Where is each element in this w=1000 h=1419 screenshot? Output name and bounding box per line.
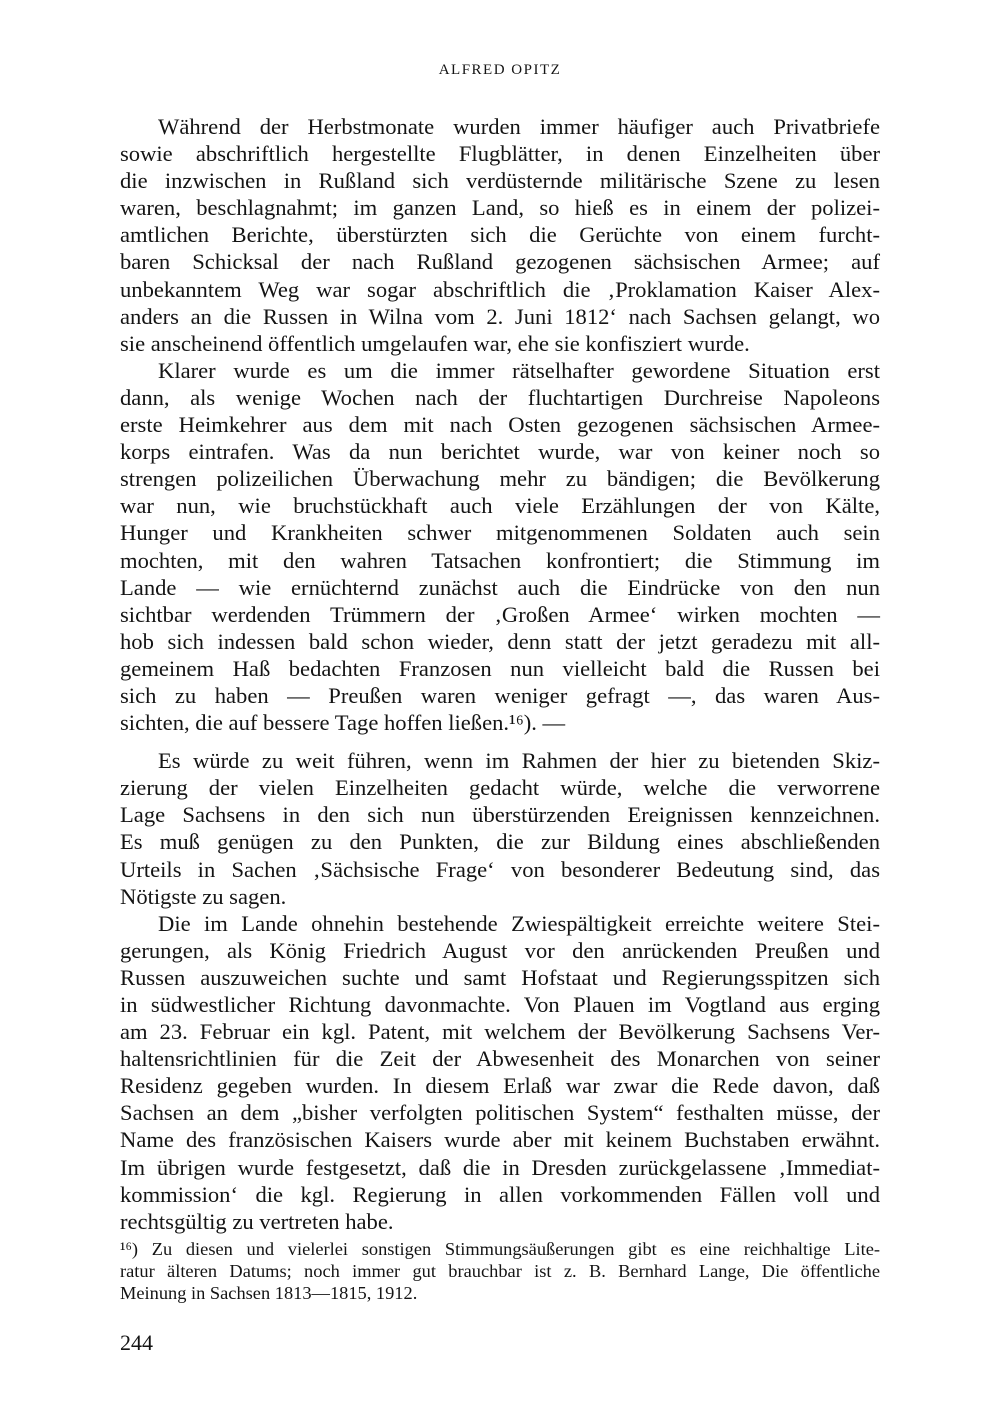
text-line: Nötigste zu sagen. bbox=[120, 883, 287, 909]
text-line: gemeinem Haß bedachten Franzosen nun vielleicht bald die Russen bei bbox=[120, 655, 880, 681]
text-line: mochten, mit den wahren Tatsachen konfrontiert; die Stimmung im bbox=[120, 547, 880, 573]
footnote-line: ratur älteren Datums; noch immer gut brauchbar ist z. B. Bernhard Lange, Die öffentliche bbox=[120, 1261, 880, 1281]
text-line: rechtsgültig zu vertreten habe. bbox=[120, 1208, 394, 1234]
text-line: sichtbar werdenden Trümmern der ‚Großen Armee‘ wirken mochten — bbox=[120, 601, 880, 627]
text-line: Hunger und Krankheiten schwer mitgenommenen Soldaten auch sein bbox=[120, 520, 880, 546]
text-line: Im übrigen wurde festgesetzt, daß die in Dresden zurückgelassene ‚Immediat- bbox=[120, 1154, 880, 1180]
text-line: am 23. Februar ein kgl. Patent, mit welchem der Bevölkerung Sachsens Ver- bbox=[120, 1019, 880, 1045]
text-line: Urteils in Sachen ‚Sächsische Frage‘ von besonderer Bedeutung sind, das bbox=[120, 856, 880, 882]
footnote-line: Meinung in Sachsen 1813—1815, 1912. bbox=[120, 1283, 418, 1303]
text-line: zierung der vielen Einzelheiten gedacht würde, welche die verworrene bbox=[120, 775, 880, 801]
text-line: Es muß genügen zu den Punkten, die zur Bildung eines abschließenden bbox=[120, 829, 880, 855]
text-line: Lage Sachsens in den sich nun überstürzenden Ereignissen kennzeichnen. bbox=[120, 802, 880, 828]
running-head: ALFRED OPITZ bbox=[438, 62, 562, 78]
text-line: sichten, die auf bessere Tage hoffen ließen.¹⁶). — bbox=[120, 710, 566, 736]
text-line: kommission‘ die kgl. Regierung in allen vorkommenden Fällen voll und bbox=[120, 1181, 880, 1207]
text-line: Klarer wurde es um die immer rätselhafter gewordene Situation erst bbox=[158, 357, 880, 383]
text-line: baren Schicksal der nach Rußland gezogenen sächsischen Armee; auf bbox=[120, 249, 880, 275]
text-line: Während der Herbstmonate wurden immer häufiger auch Privatbriefe bbox=[158, 114, 880, 139]
text-line: Residenz gegeben wurden. In diesem Erlaß war zwar die Rede davon, daß bbox=[120, 1073, 880, 1099]
body-text bbox=[120, 113, 880, 1235]
text-line: Es würde zu weit führen, wenn im Rahmen der hier zu bietenden Skiz- bbox=[158, 748, 880, 774]
text-line: erste Heimkehrer aus dem mit nach Osten gezogenen sächsischen Armee- bbox=[120, 412, 880, 438]
text-line: sowie abschriftlich hergestellte Flugblätter, in denen Einzelheiten über bbox=[120, 141, 880, 167]
text-line: haltensrichtlinien für die Zeit der Abwesenheit des Monarchen von seiner bbox=[120, 1046, 880, 1072]
text-line: war nun, wie bruchstückhaft auch viele Erzählungen der von Kälte, bbox=[120, 493, 880, 519]
text-line: sie anscheinend öffentlich umgelaufen war, ehe sie konfisziert wurde. bbox=[120, 330, 750, 356]
text-line: Die im Lande ohnehin bestehende Zwiespältigkeit erreichte weitere Stei- bbox=[158, 910, 880, 936]
text-line: gerungen, als König Friedrich August vor den anrückenden Preußen und bbox=[120, 937, 880, 963]
text-line: dann, als wenige Wochen nach der fluchtartigen Durchreise Napoleons bbox=[120, 384, 880, 410]
text-line: amtlichen Berichte, überstürzten sich die Gerüchte von einem furcht- bbox=[120, 222, 880, 248]
text-line: Lande — wie ernüchternd zunächst auch die Eindrücke von den nun bbox=[120, 574, 880, 600]
footnote-line: ¹⁶) Zu diesen und vielerlei sonstigen Stimmungsäußerungen gibt es eine reichhaltige Lite- bbox=[120, 1239, 880, 1259]
text-line: Sachsen an dem „bisher verfolgten politischen System“ festhalten müsse, der bbox=[120, 1100, 880, 1126]
footnote bbox=[120, 1238, 880, 1304]
text-line: Russen auszuweichen suchte und samt Hofstaat und Regierungsspitzen sich bbox=[120, 964, 880, 990]
page-number: 244 bbox=[120, 1330, 153, 1355]
text-line: Name des französischen Kaisers wurde aber mit keinem Buchstaben erwähnt. bbox=[120, 1127, 880, 1153]
text-line: anders an die Russen in Wilna vom 2. Juni 1812‘ nach Sachsen gelangt, wo bbox=[120, 303, 880, 329]
text-line: sich zu haben — Preußen waren weniger gefragt —, das waren Aus- bbox=[120, 682, 880, 708]
text-line: unbekanntem Weg war sogar abschriftlich die ‚Proklamation Kaiser Alex- bbox=[120, 276, 880, 302]
text-line: korps eintrafen. Was da nun berichtet wurde, war von keiner noch so bbox=[120, 439, 880, 465]
text-line: strengen polizeilichen Überwachung mehr zu bändigen; die Bevölkerung bbox=[120, 466, 880, 492]
text-line: waren, beschlagnahmt; im ganzen Land, so hieß es in einem der polizei- bbox=[120, 195, 880, 221]
text-line: die inzwischen in Rußland sich verdüsternde militärische Szene zu lesen bbox=[120, 168, 880, 194]
text-line: in südwestlicher Richtung davonmachte. Von Plauen im Vogtland aus erging bbox=[120, 992, 880, 1017]
text-line: hob sich indessen bald schon wieder, denn statt der jetzt geradezu mit all- bbox=[120, 628, 880, 654]
paragraph-gap bbox=[120, 736, 880, 747]
